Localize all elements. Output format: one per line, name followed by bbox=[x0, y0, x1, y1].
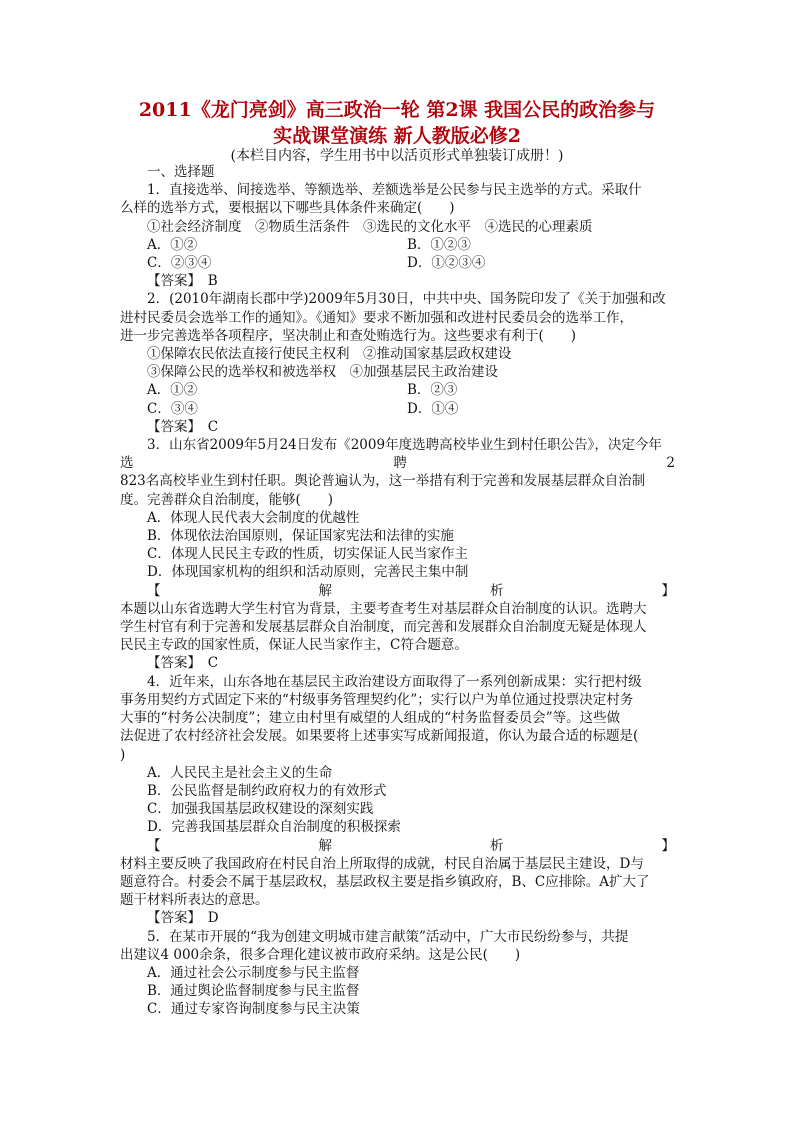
q5-option-b: B．通过舆论监督制度参与民主监督 bbox=[147, 983, 360, 1000]
q1-options-row-2 bbox=[120, 254, 675, 272]
q3-analysis-char-1: 解 bbox=[318, 582, 332, 599]
q2-option-d: D．①④ bbox=[407, 400, 459, 417]
q2-options-row-1 bbox=[120, 381, 675, 399]
q4-stem-line-1: 4．近年来，山东各地在基层民主政治建设方面取得了一系列创新成果：实行把村级 bbox=[147, 673, 642, 690]
q4-option-d: D．完善我国基层群众自治制度的积极探索 bbox=[147, 819, 401, 836]
q3-analysis-bracket-close: 】 bbox=[661, 582, 675, 599]
q2-answer: 【答案】 C bbox=[147, 418, 219, 435]
q2-options-row-2 bbox=[120, 400, 675, 418]
q1-items: ①社会经济制度 ②物质生活条件 ③选民的文化水平 ④选民的心理素质 bbox=[147, 218, 593, 235]
q3-stem-line-2 bbox=[120, 454, 675, 472]
q3-option-a: A．体现人民代表大会制度的优越性 bbox=[147, 509, 360, 526]
q3-split-char-a: 选 bbox=[120, 455, 134, 472]
document-title-line-2: 实战课堂演练 新人教版必修2 bbox=[273, 125, 521, 147]
q1-options-row-1 bbox=[120, 236, 675, 254]
q3-option-d: D．体现国家机构的组织和活动原则，完善民主集中制 bbox=[147, 564, 469, 581]
q2-stem-line-3: 进一步完善选举各项程序，坚决制止和查处贿选行为。这些要求有利于( ) bbox=[120, 327, 577, 344]
binding-note: (本栏目内容，学生用书中以活页形式单独装订成册！) bbox=[230, 148, 564, 164]
q4-explanation-line-1: 材料主要反映了我国政府在村民自治上所取得的成就，村民自治属于基层民主建设，D与 bbox=[120, 855, 644, 872]
q4-analysis-bracket-close: 】 bbox=[661, 837, 675, 854]
q4-stem-line-3: 大事的“村务公决制度”；建立由村里有威望的人组成的“村务监督委员会”等。这些做 bbox=[120, 710, 621, 727]
section-heading: 一、选择题 bbox=[147, 164, 215, 180]
q4-option-b: B．公民监督是制约政府权力的有效形式 bbox=[147, 782, 387, 799]
q2-stem-line-2: 进村民委员会选举工作的通知》。《通知》要求不断加强和改进村民委员会的选举工作， bbox=[120, 309, 633, 326]
q3-option-c: C．体现人民民主专政的性质，切实保证人民当家作主 bbox=[147, 546, 468, 563]
q3-split-char-b: 聘 bbox=[393, 455, 407, 472]
q5-option-a: A．通过社会公示制度参与民主监督 bbox=[147, 964, 360, 981]
document-body bbox=[120, 163, 675, 1019]
q4-analysis-char-2: 析 bbox=[490, 837, 504, 854]
q3-explanation-line-3: 民民主专政的国家性质，保证人民当家作主，C符合题意。 bbox=[120, 637, 468, 654]
q3-analysis-label bbox=[120, 582, 675, 600]
q1-option-d: D．①②③④ bbox=[407, 255, 486, 272]
q4-explanation-line-3: 题干材料所表达的意思。 bbox=[120, 892, 269, 909]
q2-item-line-2: ③保障公民的选举权和被选举权 ④加强基层民主政治建设 bbox=[147, 364, 498, 381]
document-title-line-1: 2011《龙门亮剑》高三政治一轮 第2课 我国公民的政治参与 bbox=[138, 99, 656, 121]
q4-stem-line-2: 事务用契约方式固定下来的“村级事务管理契约化”；实行以户为单位通过投票决定村务 bbox=[120, 691, 634, 708]
q3-analysis-bracket-open: 【 bbox=[147, 582, 161, 599]
q4-analysis-label bbox=[120, 837, 675, 855]
q4-option-a: A．人民民主是社会主义的生命 bbox=[147, 764, 333, 781]
q3-stem-line-4: 度。完善群众自治制度，能够( ) bbox=[120, 491, 334, 508]
q3-split-char-c: 2 bbox=[666, 455, 675, 472]
q1-option-b: B．①②③ bbox=[407, 236, 471, 253]
q1-option-c: C．②③④ bbox=[147, 255, 212, 272]
q3-analysis-char-2: 析 bbox=[490, 582, 504, 599]
q1-answer: 【答案】 B bbox=[147, 273, 218, 290]
q3-stem-line-3: 823名高校毕业生到村任职。舆论普遍认为，这一举措有利于完善和发展基层群众自治制 bbox=[120, 473, 646, 490]
q5-option-c: C．通过专家咨询制度参与民主决策 bbox=[147, 1001, 360, 1018]
q2-option-b: B．②③ bbox=[407, 382, 458, 399]
q4-option-c: C．加强我国基层政权建设的深刻实践 bbox=[147, 801, 374, 818]
q2-item-line-1: ①保障农民依法直接行使民主权利 ②推动国家基层政权建设 bbox=[147, 346, 512, 363]
q3-explanation-line-2: 学生村官有利于完善和发展基层群众自治制度，而完善和发展群众自治制度无疑是体现人 bbox=[120, 619, 647, 636]
q1-option-a: A．①② bbox=[147, 236, 198, 253]
q2-stem-line-1: 2．(2010年湖南长郡中学)2009年5月30日，中共中央、国务院印发了《关于加强和改 bbox=[147, 291, 666, 308]
q3-stem-line-1: 3．山东省2009年5月24日发布《2009年度选聘高校毕业生到村任职公告》，决定今年 bbox=[147, 437, 662, 454]
q4-stem-line-5: ) bbox=[120, 746, 126, 763]
q3-option-b: B．体现依法治国原则，保证国家宪法和法律的实施 bbox=[147, 528, 454, 545]
q4-answer: 【答案】 D bbox=[147, 910, 219, 927]
q3-answer: 【答案】 C bbox=[147, 655, 219, 672]
q3-explanation-line-1: 本题以山东省选聘大学生村官为背景，主要考查考生对基层群众自治制度的认识。选聘大 bbox=[120, 600, 647, 617]
q4-explanation-line-2: 题意符合。村委会不属于基层政权，基层政权主要是指乡镇政府，B、C应排除。A扩大了 bbox=[120, 873, 650, 890]
q2-option-a: A．①② bbox=[147, 382, 198, 399]
q4-stem-line-4: 法促进了农村经济社会发展。如果要将上述事实写成新闻报道，你认为最合适的标题是( bbox=[120, 728, 639, 745]
q4-analysis-bracket-open: 【 bbox=[147, 837, 161, 854]
q5-stem-line-2: 出建议4 000余条，很多合理化建议被市政府采纳。这是公民( ) bbox=[120, 946, 521, 963]
q1-stem-line-1: 1．直接选举、间接选举、等额选举、差额选举是公民参与民主选举的方式。采取什 bbox=[147, 182, 642, 199]
q4-analysis-char-1: 解 bbox=[318, 837, 332, 854]
q2-option-c: C．③④ bbox=[147, 400, 198, 417]
q5-stem-line-1: 5．在某市开展的“我为创建文明城市建言献策”活动中，广大市民纷纷参与，共提 bbox=[147, 928, 629, 945]
q1-stem-line-2: 么样的选举方式，要根据以下哪些具体条件来确定( ) bbox=[120, 200, 455, 217]
